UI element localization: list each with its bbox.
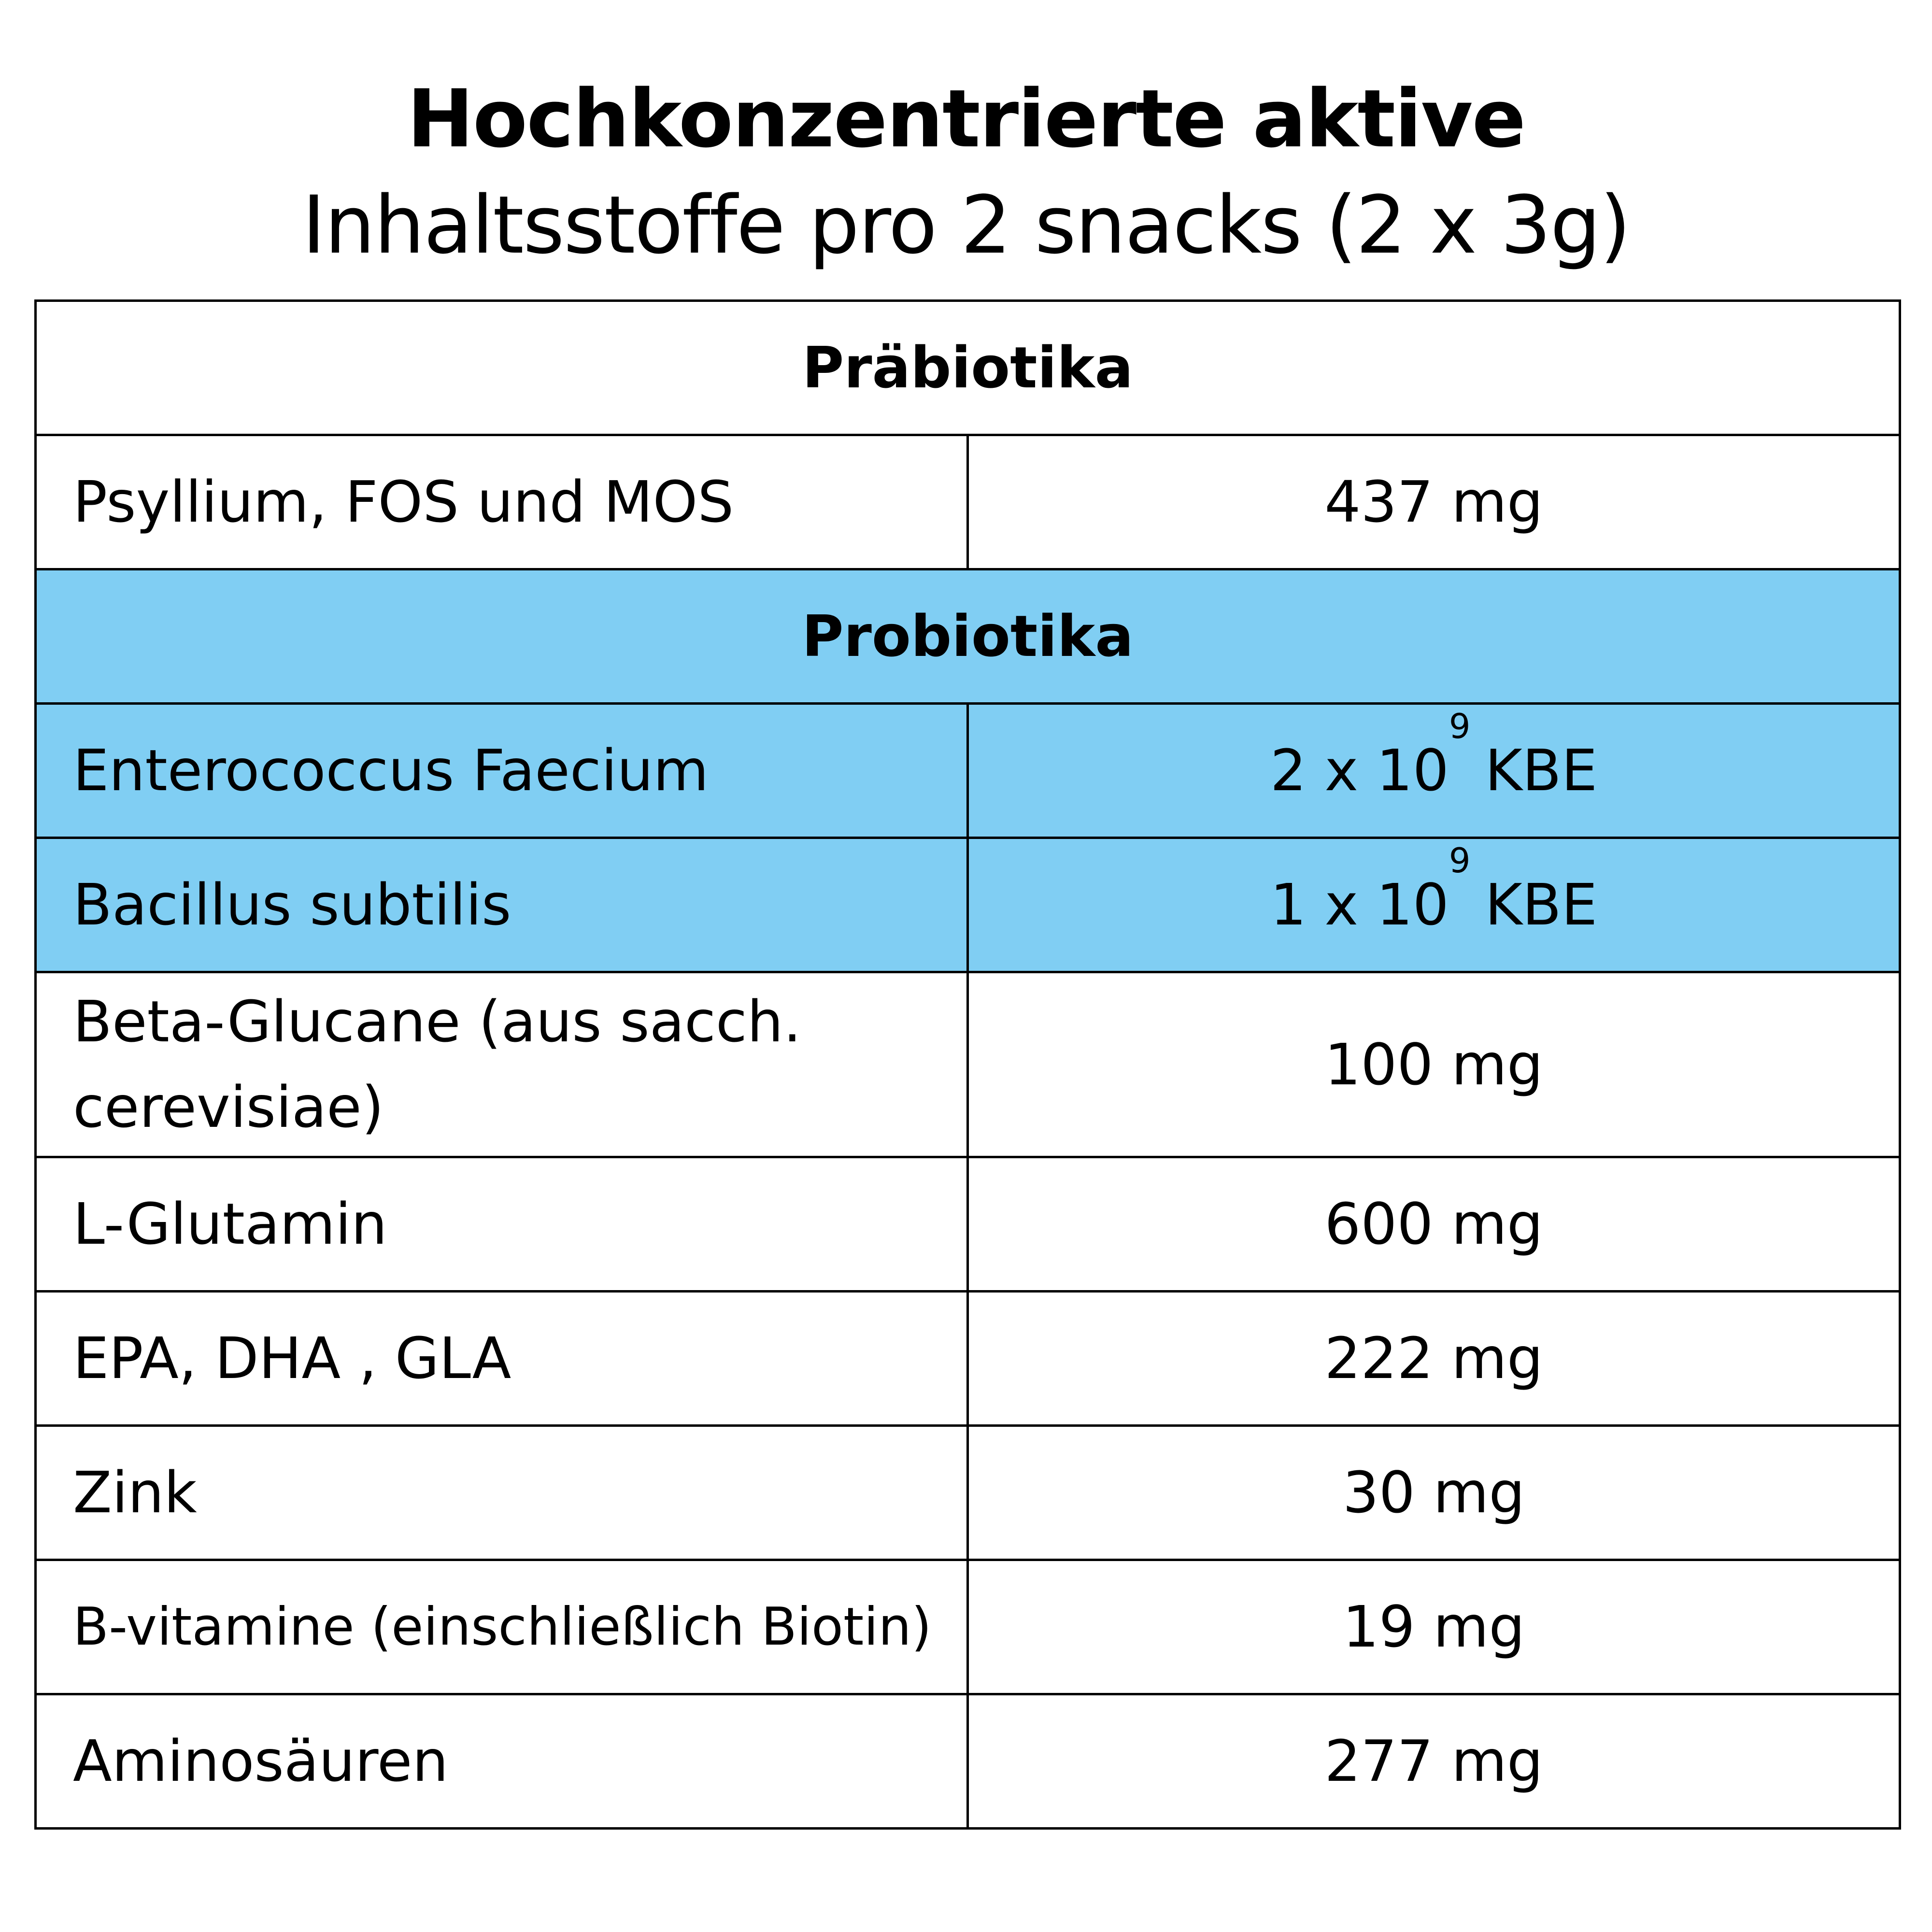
table-row [36,972,1900,1157]
table-row [36,1694,1900,1829]
ingredient-value [968,838,1900,972]
ingredient-value: 100 mg [968,972,1900,1157]
ingredient-name: Beta-Glucane (aus sacch. cerevisiae) [36,972,968,1157]
table-row [36,1292,1900,1426]
ingredient-value: 600 mg [968,1157,1900,1292]
ingredient-name: Bacillus subtilis [36,838,968,972]
ingredient-value: 437 mg [968,435,1900,569]
value-base: 1 x 10 [1270,871,1449,938]
ingredient-value: 30 mg [968,1426,1900,1560]
ingredient-name: L-Glutamin [36,1157,968,1292]
table-row [36,838,1900,972]
ingredient-name: Enterococcus Faecium [36,704,968,838]
table-row [36,1157,1900,1292]
ingredient-name: EPA, DHA , GLA [36,1292,968,1426]
ingredients-table [34,299,1901,1830]
value-exponent: 9 [1449,841,1471,881]
ingredient-name: Psyllium, FOS und MOS [36,435,968,569]
table-row [36,1426,1900,1560]
ingredient-name: Aminosäuren [36,1694,968,1829]
value-unit: KBE [1485,737,1598,804]
value-base: 2 x 10 [1270,737,1449,804]
ingredient-value [968,704,1900,838]
table-row [36,1560,1900,1694]
title-line-1: Hochkonzentrierte aktive [407,72,1525,165]
value-unit: KBE [1485,871,1598,938]
table-row [36,435,1900,569]
section-header-prebiotics: Präbiotika [36,301,1900,435]
value-exponent: 9 [1449,707,1471,746]
section-header-row [36,569,1900,704]
section-header-row [36,301,1900,435]
ingredient-name: B-vitamine (einschließlich Biotin) [36,1560,968,1694]
ingredient-value: 277 mg [968,1694,1900,1829]
title-line-2: Inhaltsstoffe pro 2 snacks (2 x 3g) [302,179,1630,271]
ingredient-value: 222 mg [968,1292,1900,1426]
ingredient-value: 19 mg [968,1560,1900,1694]
section-header-probiotics: Probiotika [36,569,1900,704]
ingredient-name: Zink [36,1426,968,1560]
table-row [36,704,1900,838]
